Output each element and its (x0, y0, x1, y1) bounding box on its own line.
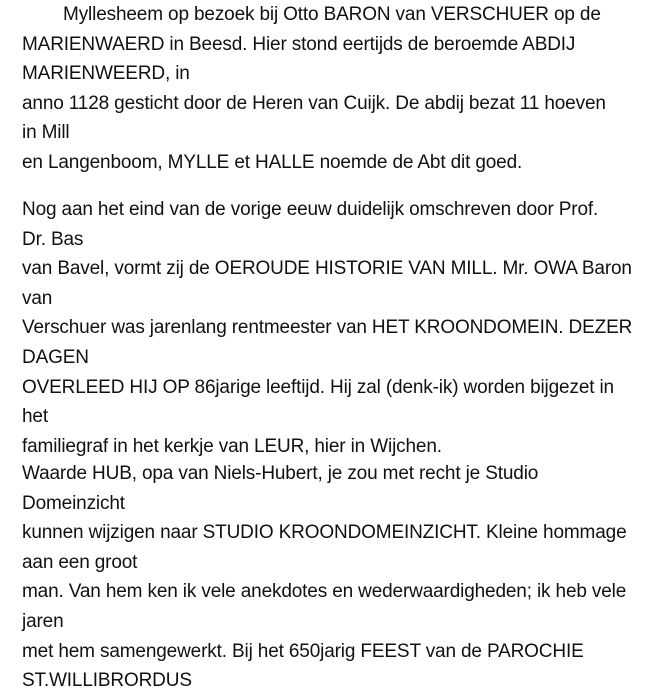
text-line: MARIENWEERD, in (22, 63, 190, 85)
text-line: aan een groot (22, 551, 138, 573)
paragraph-abdij-marienweerd (22, 0, 656, 178)
text-line: Domeinzicht (22, 492, 125, 514)
text-line: kunnen wijzigen naar STUDIO KROONDOMEINZICHT. Kleine hommage (22, 522, 627, 544)
paragraph-studio-kroondomeinzicht (22, 459, 656, 696)
text-line: Waarde HUB, opa van Niels-Hubert, je zou met recht je Studio (22, 463, 539, 484)
text-line: van (22, 287, 53, 309)
text-line: OVERLEED HIJ OP 86jarige leeftijd. Hij zal (denk-ik) worden bijgezet in (22, 376, 614, 398)
text-line: Nog aan het eind van de vorige eeuw duidelijk omschreven door Prof. (22, 199, 599, 220)
text-line: ST.WILLIBRORDUS (22, 670, 192, 692)
text-line: en Langenboom, MYLLE et HALLE noemde de Abt dit goed. (22, 151, 523, 173)
text-line: jaren (22, 610, 64, 632)
text-line: anno 1128 gesticht door de Heren van Cuijk. De abdij bezat 11 hoeven (22, 92, 606, 114)
text-line: Verschuer was jarenlang rentmeester van HET KROONDOMEIN. DEZER (22, 317, 633, 339)
text-line: man. Van hem ken ik vele anekdotes en wederwaardigheden; ik heb vele (22, 581, 627, 603)
text-line: Myllesheem op bezoek bij Otto BARON van VERSCHUER op de (22, 4, 601, 25)
text-line: van Bavel, vormt zij de OEROUDE HISTORIE VAN MILL. Mr. OWA Baron (22, 258, 632, 280)
text-line: familiegraf in het kerkje van LEUR, hier in Wijchen. (22, 435, 442, 457)
text-line: in Mill (22, 122, 70, 144)
text-line: met hem samengewerkt. Bij het 650jarig FEEST van de PAROCHIE (22, 640, 584, 662)
paragraph-oeroude-historie (22, 195, 656, 461)
text-line: het (22, 406, 48, 428)
text-line: MARIENWAERD in Beesd. Hier stond eertijds de beroemde ABDIJ (22, 33, 576, 55)
text-line: DAGEN (22, 346, 89, 368)
text-line: Dr. Bas (22, 228, 84, 250)
